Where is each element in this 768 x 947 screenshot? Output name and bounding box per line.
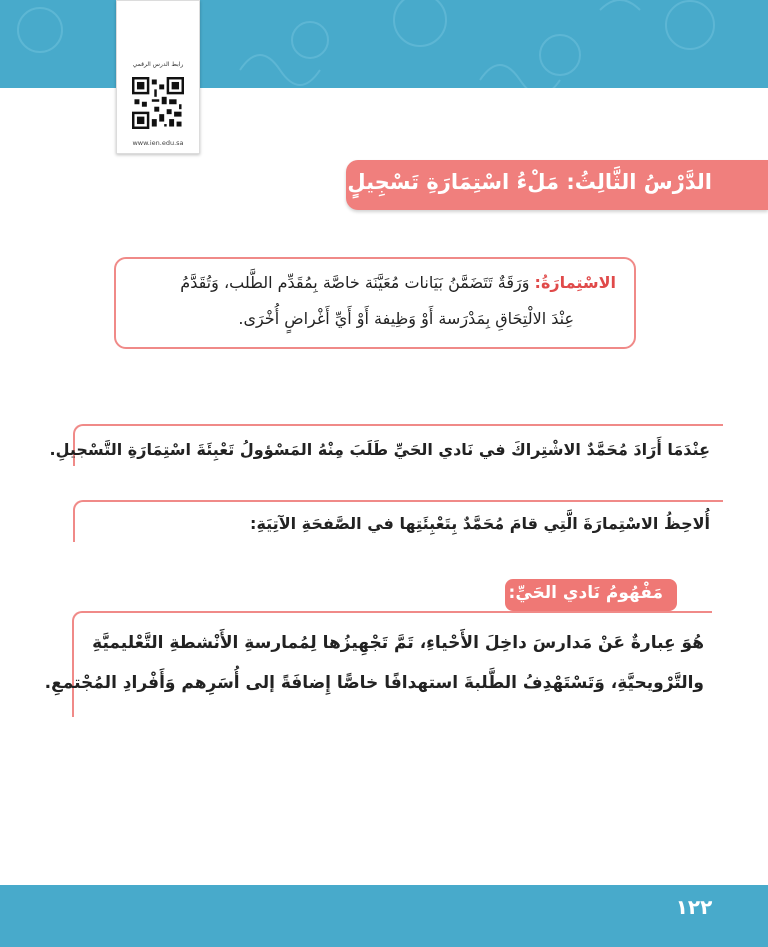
qr-card-url[interactable]: www.ien.edu.sa xyxy=(132,139,184,147)
concept-heading: مَفْهُومُ نَادي الحَيِّ: xyxy=(508,583,663,603)
lesson-title: الدَّرْسُ الثَّالِثُ: مَلْءُ اسْتِمَارَةِ تَسْجِيلٍ xyxy=(347,170,712,194)
definition-line-2: عِنْدَ الالْتِحَاقِ بِمَدْرَسة أَوْ وَظِيفة أَوْ أَيِّ أَغْراضٍ أُخْرَى. xyxy=(238,309,574,328)
lesson-title-bar xyxy=(346,160,768,210)
concept-heading-tab xyxy=(505,579,677,611)
definition-text-1: وَرَقَةٌ تَتَضَمَّنُ بَيَانات مُعَيَّنَة خاصَّة بِمُقَدِّم الطَّلب، وَتُقَدَّمُ xyxy=(180,273,530,292)
digital-lesson-card[interactable] xyxy=(116,0,200,154)
concept-line-2: والتَّرْويحيَّةِ، وَتَسْتَهْدِفُ الطَّلبةَ استهدافًا خاصًّا إِضافَةً إلى أُسَرِهم وَأَفْرادِ المُجْتمعِ. xyxy=(44,673,704,693)
qr-card-title: رابط الدرس الرقمي xyxy=(132,61,184,68)
page-number: ١٢٢ xyxy=(675,895,713,919)
footer-band xyxy=(0,885,768,947)
concept-line-1: هُوَ عِبارةٌ عَنْ مَدارسَ داخِلَ الأَحْياءِ، تَمَّ تَجْهِيزُها لِمُمارسةِ الأَنْشطةِ التَّعْليميَّةِ xyxy=(92,633,704,653)
paragraph-1: عِنْدَمَا أَرَادَ مُحَمَّدٌ الاشْتِراكَ في نَادي الحَيِّ طَلَبَ مِنْهُ المَسْؤولُ تَعْبِئَةَ اسْتِمَارَةِ التَّسْجيلِ. xyxy=(49,440,710,459)
definition-term: الاسْتِمارَةُ: xyxy=(534,273,616,292)
concept-frame xyxy=(72,611,712,717)
qr-code-icon[interactable] xyxy=(132,77,184,129)
definition-line-1 xyxy=(180,273,616,292)
definition-box xyxy=(114,257,636,349)
paragraph-2: أُلاحِظُ الاسْتِمارَةَ الَّتِي قامَ مُحَمَّدٌ بِتَعْبِئَتِها في الصَّفحَةِ الآتِيَةِ: xyxy=(250,514,710,533)
